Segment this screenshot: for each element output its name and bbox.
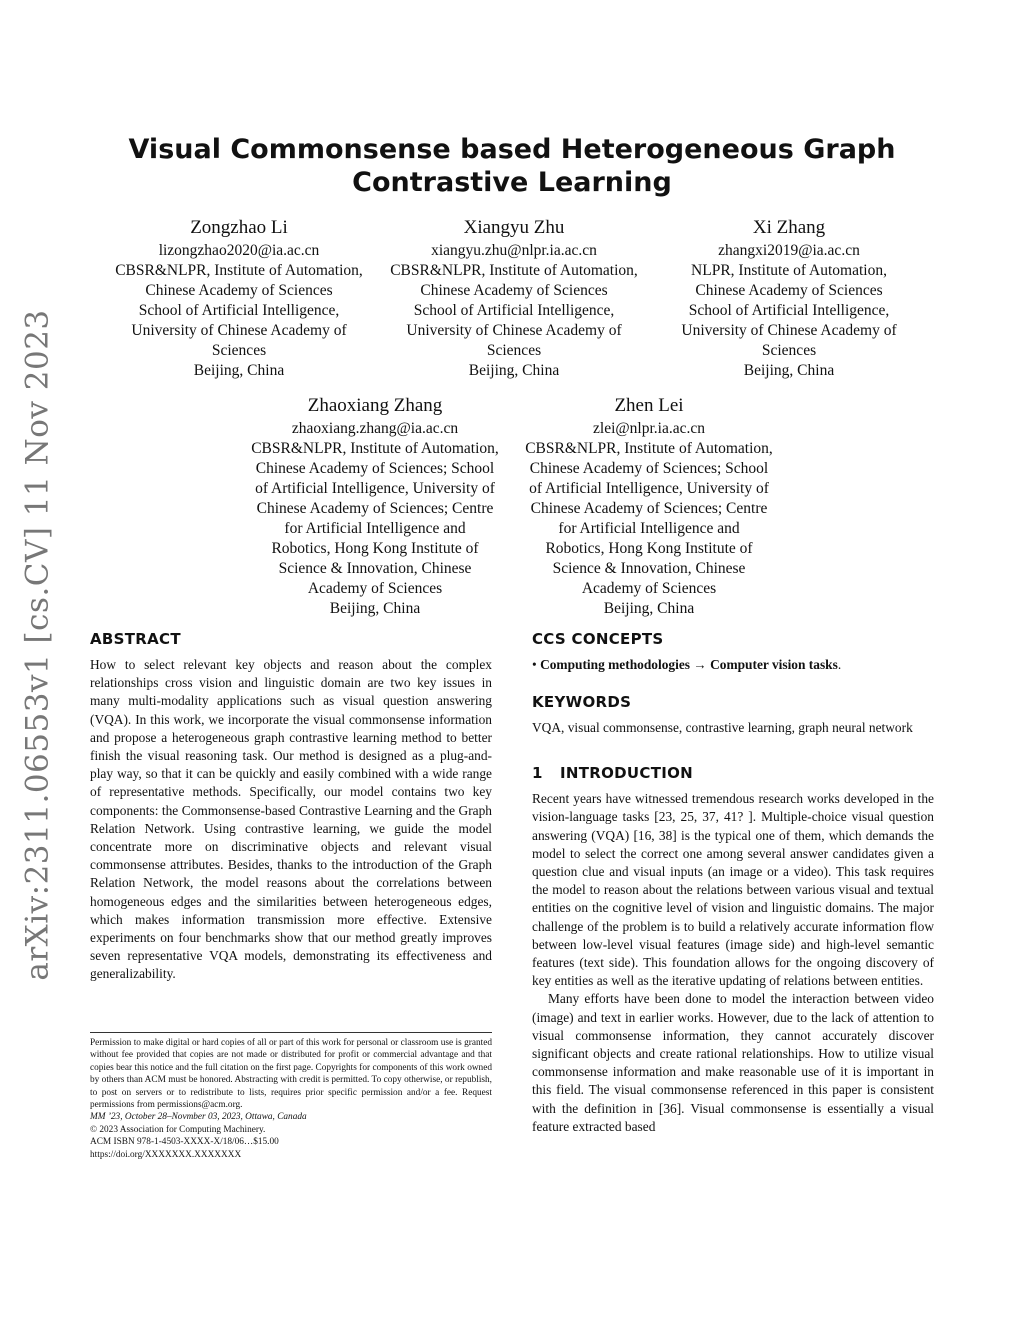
author-name: Xi Zhang: [752, 217, 826, 238]
arxiv-identifier-text: arXiv:2311.06553v1 [cs.CV] 11 Nov 2023: [20, 309, 57, 981]
author-email[interactable]: lizongzhao2020@ia.ac.cn: [158, 242, 320, 259]
author-affiliation: of Artificial Intelligence, University of: [255, 480, 495, 497]
paper-title: Visual Commonsense based Heterogeneous Graph Contrastive Learning: [128, 134, 896, 198]
author-affiliation: School of Artificial Intelligence,: [413, 302, 615, 319]
author-affiliation: Chinese Academy of Sciences; Centre: [256, 500, 494, 517]
author-affiliation: Chinese Academy of Sciences: [145, 282, 333, 299]
author-block: [655, 216, 923, 381]
author-affiliation: CBSR&NLPR, Institute of Automation,: [251, 440, 499, 457]
keywords-text: VQA, visual commonsense, contrastive learning, graph neural network: [532, 720, 913, 735]
copyright-footnote: [90, 1032, 492, 1161]
ccs-arrow: →: [693, 657, 707, 672]
author-affiliation: CBSR&NLPR, Institute of Automation,: [115, 262, 363, 279]
author-affiliation: University of Chinese Academy of: [681, 322, 897, 339]
author-location: Beijing, China: [603, 600, 695, 617]
ccs-concepts: [532, 656, 934, 674]
author-affiliation: CBSR&NLPR, Institute of Automation,: [525, 440, 773, 457]
author-name: Zhen Lei: [614, 395, 684, 416]
author-name: Zongzhao Li: [190, 217, 288, 238]
author-name: Zhaoxiang Zhang: [307, 395, 443, 416]
author-affiliation: Chinese Academy of Sciences; School: [529, 460, 769, 477]
author-affiliation: Academy of Sciences: [307, 580, 443, 597]
author-affiliation: Robotics, Hong Kong Institute of: [271, 540, 479, 557]
author-affiliation: Sciences: [761, 342, 817, 359]
author-affiliation: Robotics, Hong Kong Institute of: [545, 540, 753, 557]
author-affiliation: Academy of Sciences: [581, 580, 717, 597]
author-location: Beijing, China: [468, 362, 560, 379]
author-affiliation: Sciences: [486, 342, 542, 359]
author-affiliation: Chinese Academy of Sciences: [695, 282, 883, 299]
abstract-text: How to select relevant key objects and reason about the complex relationships cross vision and linguistic domain are two key issues in many multi-modality applications such as visual question answering (VQA). In this work, we incorporate the visual commonsense information and propose a heterogeneous graph contrastive learning method to better finish the visual reasoning task. Our method is designed as a plug-and-play way, so that it can be quickly and easily combined with a wide range of representative methods. Specifically, our model contains two key components: the Commonsense-based Contrastive Learning and the Graph Relation Network. Using contrastive learning, we guide the model concentrate more on discriminative objects and relevant visual commonsense attributes. Besides, thanks to the introduction of the Graph Relation Network, the model reasons about the correlations between homogeneous edges and the similarities between heterogeneous edges, which makes information transmission more effective. Extensive experiments on four benchmarks show that our method greatly improves seven representative VQA models, demonstrating its effectiveness and generalizability.: [90, 657, 492, 982]
arxiv-identifier: [8, 309, 68, 981]
conference-info: MM ’23, October 28–Novmber 03, 2023, Ottawa, Canada: [90, 1112, 307, 1123]
doi-link[interactable]: https://doi.org/XXXXXXX.XXXXXXX: [90, 1149, 242, 1160]
author-affiliation: Science & Innovation, Chinese: [278, 560, 472, 577]
author-affiliation: School of Artificial Intelligence,: [138, 302, 340, 319]
permission-notice: Permission to make digital or hard copies of all or part of this work for personal or classroom use is granted without fee provided that copies are not made or distributed for profit or commercial advantage and that copies bear this notice and the full citation on the first page. Copyrights for components of this work owned by others than ACM must be honored. Abstracting with credit is permitted. To copy otherwise, or republish, to post on servers or to redistribute to lists, requires prior specific permission and/or a fee. Request permissions from permissions@acm.org.: [90, 1038, 492, 1111]
author-email[interactable]: xiangyu.zhu@nlpr.ia.ac.cn: [431, 242, 597, 259]
author-affiliation: University of Chinese Academy of: [131, 322, 347, 339]
author-email[interactable]: zhangxi2019@ia.ac.cn: [718, 242, 860, 259]
author-affiliation: School of Artificial Intelligence,: [688, 302, 890, 319]
ccs-heading: CCS CONCEPTS: [532, 630, 664, 648]
author-name: Xiangyu Zhu: [463, 217, 565, 238]
author-location: Beijing, China: [329, 600, 421, 617]
section-title: INTRODUCTION: [560, 764, 694, 783]
author-affiliation: University of Chinese Academy of: [406, 322, 622, 339]
author-affiliation: Sciences: [211, 342, 267, 359]
author-email[interactable]: zhaoxiang.zhang@ia.ac.cn: [291, 420, 459, 437]
isbn-line: ACM ISBN 978-1-4503-XXXX-X/18/06…$15.00: [90, 1137, 279, 1148]
left-column: [90, 629, 492, 984]
ccs-concept: Computing methodologies: [540, 657, 690, 672]
copyright-line: © 2023 Association for Computing Machinery.: [90, 1124, 266, 1135]
author-affiliation: of Artificial Intelligence, University of: [529, 480, 769, 497]
introduction-heading: [532, 763, 934, 783]
author-affiliation: Chinese Academy of Sciences; School: [255, 460, 495, 477]
author-block: [105, 216, 373, 381]
author-affiliation: Chinese Academy of Sciences: [420, 282, 608, 299]
author-affiliation: for Artificial Intelligence and: [558, 520, 740, 537]
intro-paragraph: Many efforts have been done to model the interaction between video (image) and text in earlier works. However, due to the lack of attention to visual commonsense information, they cannot accurately discover significant objects and create rational relationships. How to utilize visual commonsense information and make reasonable use of it is important in this field. The visual commonsense referenced in this paper is consistent with the definition in [36]. Visual commonsense is essentially a visual feature extracted based: [532, 991, 934, 1134]
author-block: [380, 216, 648, 381]
section-number: 1: [532, 764, 543, 783]
author-affiliation: Chinese Academy of Sciences; Centre: [530, 500, 768, 517]
ccs-bullet: •: [532, 657, 537, 672]
author-block: [514, 394, 784, 619]
ccs-subconcept: Computer vision tasks: [710, 657, 838, 672]
author-location: Beijing, China: [193, 362, 285, 379]
author-block: [240, 394, 510, 619]
author-email[interactable]: zlei@nlpr.ia.ac.cn: [593, 420, 705, 437]
abstract-heading: ABSTRACT: [90, 630, 181, 648]
intro-paragraph: Recent years have witnessed tremendous research works developed in the vision-language tasks [23, 25, 37, 41? ]. Multiple-choice visual question answering (VQA) [16, 38] is the typical one of them, which demands the model to select the correct one among several answer candidates given a question clue and visual inputs (an image or a video). This task requires the model to reason about the relations between various visual and textual entities on the cognitive level of vision and linguistic domains. The major challenge of the problem is to build a relatively accurate information flow between low-level visual features (image side) and high-level semantic features (text side). This foundation allows for the ongoing discovery of key entities as well as the iterative updating of relations between entities.: [532, 791, 934, 989]
author-location: Beijing, China: [743, 362, 835, 379]
author-affiliation: Science & Innovation, Chinese: [552, 560, 746, 577]
author-affiliation: CBSR&NLPR, Institute of Automation,: [390, 262, 638, 279]
author-affiliation: NLPR, Institute of Automation,: [691, 262, 887, 279]
ccs-end: .: [837, 657, 842, 672]
author-affiliation: for Artificial Intelligence and: [284, 520, 466, 537]
keywords-heading: KEYWORDS: [532, 693, 632, 711]
right-column: [532, 629, 934, 1136]
